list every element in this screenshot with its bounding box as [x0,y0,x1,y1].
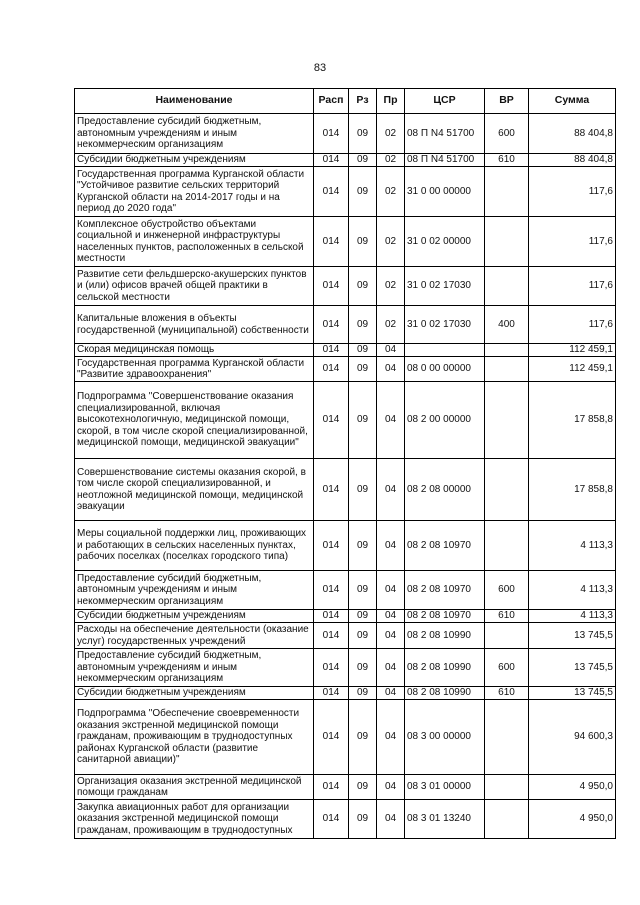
table-row [75,267,616,306]
cell-name: Подпрограмма "Обеспечение своевременности оказания экстренной медицинской помощи гражданам, проживающим в труднодоступных районах Курганской области (развитие санитарной авиации)" [75,700,314,775]
cell-pr: 04 [377,382,405,459]
cell-name: Субсидии бюджетным учреждениям [75,687,314,700]
table-row [75,114,616,154]
cell-rasp: 014 [314,459,349,521]
cell-csr: 08 3 01 00000 [405,775,485,800]
cell-name: Развитие сети фельдшерско-акушерских пунктов и (или) офисов врачей общей практики в сельской местности [75,267,314,306]
cell-rasp: 014 [314,382,349,459]
cell-name: Совершенствование системы оказания скорой, в том числе скорой специализированной, и неотложной медицинской помощи, медицинской эвакуации [75,459,314,521]
cell-csr: 08 П N4 51700 [405,154,485,167]
table-row [75,382,616,459]
cell-vr: 610 [485,154,529,167]
cell-csr: 08 2 08 00000 [405,459,485,521]
col-header-rz: Рз [349,89,377,114]
cell-rz: 09 [349,459,377,521]
cell-rz: 09 [349,267,377,306]
table-row [75,521,616,571]
table-row [75,154,616,167]
cell-sum: 4 950,0 [529,800,616,839]
cell-sum: 117,6 [529,217,616,267]
cell-sum: 117,6 [529,306,616,344]
cell-pr: 04 [377,687,405,700]
page-number: 83 [313,62,327,74]
cell-sum: 4 113,3 [529,571,616,610]
cell-vr [485,217,529,267]
cell-vr: 610 [485,687,529,700]
cell-sum: 94 600,3 [529,700,616,775]
cell-pr: 04 [377,700,405,775]
cell-csr: 08 2 08 10970 [405,521,485,571]
cell-vr: 600 [485,571,529,610]
cell-rasp: 014 [314,800,349,839]
cell-rz: 09 [349,382,377,459]
cell-csr: 08 0 00 00000 [405,357,485,382]
cell-rz: 09 [349,775,377,800]
cell-rasp: 014 [314,571,349,610]
cell-csr: 08 3 01 13240 [405,800,485,839]
cell-rasp: 014 [314,357,349,382]
cell-vr [485,357,529,382]
cell-pr: 04 [377,610,405,623]
col-header-csr: ЦСР [405,89,485,114]
cell-rz: 09 [349,800,377,839]
cell-rz: 09 [349,114,377,154]
table-header-row [75,89,616,114]
cell-csr: 08 2 00 00000 [405,382,485,459]
cell-pr: 02 [377,114,405,154]
cell-csr: 08 П N4 51700 [405,114,485,154]
cell-vr [485,382,529,459]
cell-sum: 13 745,5 [529,649,616,687]
cell-rz: 09 [349,623,377,649]
cell-name: Организация оказания экстренной медицинской помощи гражданам [75,775,314,800]
cell-sum: 117,6 [529,167,616,217]
cell-vr: 600 [485,649,529,687]
cell-vr [485,623,529,649]
table-row [75,800,616,839]
table-body [75,114,616,839]
cell-rz: 09 [349,700,377,775]
cell-rz: 09 [349,649,377,687]
cell-csr: 08 2 08 10970 [405,571,485,610]
cell-name: Расходы на обеспечение деятельности (оказание услуг) государственных учреждений [75,623,314,649]
cell-rasp: 014 [314,687,349,700]
cell-vr [485,267,529,306]
cell-rz: 09 [349,357,377,382]
cell-rasp: 014 [314,775,349,800]
cell-pr: 02 [377,306,405,344]
cell-rz: 09 [349,154,377,167]
cell-name: Предоставление субсидий бюджетным, автономным учреждениям и иным некоммерческим организациям [75,571,314,610]
cell-pr: 04 [377,571,405,610]
cell-vr [485,700,529,775]
cell-sum: 17 858,8 [529,459,616,521]
col-header-rasp: Расп [314,89,349,114]
cell-rz: 09 [349,571,377,610]
cell-vr [485,800,529,839]
cell-rasp: 014 [314,306,349,344]
table-row [75,649,616,687]
cell-rz: 09 [349,344,377,357]
cell-sum: 13 745,5 [529,623,616,649]
cell-rasp: 014 [314,610,349,623]
cell-pr: 04 [377,775,405,800]
cell-rasp: 014 [314,114,349,154]
cell-sum: 13 745,5 [529,687,616,700]
cell-rz: 09 [349,521,377,571]
cell-rasp: 014 [314,267,349,306]
cell-rasp: 014 [314,700,349,775]
cell-csr: 08 2 08 10990 [405,623,485,649]
cell-name: Комплексное обустройство объектами социальной и инженерной инфраструктуры населенных пунктов, расположенных в сельской местности [75,217,314,267]
cell-name: Государственная программа Курганской области "Развитие здравоохранения" [75,357,314,382]
col-header-name: Наименование [75,89,314,114]
cell-csr: 31 0 02 17030 [405,267,485,306]
cell-vr [485,775,529,800]
cell-name: Закупка авиационных работ для организации оказания экстренной медицинской помощи гражданам, проживающим в труднодоступных [75,800,314,839]
cell-rasp: 014 [314,154,349,167]
cell-vr [485,344,529,357]
table-row [75,217,616,267]
table-row [75,167,616,217]
table-row [75,459,616,521]
cell-pr: 02 [377,217,405,267]
cell-rz: 09 [349,687,377,700]
cell-csr: 08 3 00 00000 [405,700,485,775]
cell-pr: 04 [377,344,405,357]
cell-vr [485,459,529,521]
col-header-sum: Сумма [529,89,616,114]
cell-name: Подпрограмма "Совершенствование оказания специализированной, включая высокотехнологичную, медицинской помощи, скорой, в том числе скорой специализированной, медицинской помощи, медицинской эвакуации" [75,382,314,459]
cell-sum: 17 858,8 [529,382,616,459]
cell-sum: 88 404,8 [529,114,616,154]
col-header-pr: Пр [377,89,405,114]
cell-name: Субсидии бюджетным учреждениям [75,610,314,623]
cell-rz: 09 [349,610,377,623]
cell-sum: 4 113,3 [529,610,616,623]
cell-pr: 04 [377,623,405,649]
cell-csr: 31 0 02 17030 [405,306,485,344]
cell-pr: 02 [377,154,405,167]
cell-vr: 610 [485,610,529,623]
cell-rasp: 014 [314,217,349,267]
cell-vr [485,521,529,571]
cell-name: Капитальные вложения в объекты государственной (муниципальной) собственности [75,306,314,344]
cell-rz: 09 [349,167,377,217]
cell-pr: 02 [377,267,405,306]
cell-sum: 88 404,8 [529,154,616,167]
cell-csr: 31 0 00 00000 [405,167,485,217]
cell-sum: 112 459,1 [529,357,616,382]
cell-vr: 400 [485,306,529,344]
cell-vr [485,167,529,217]
table-row [75,306,616,344]
cell-name: Скорая медицинская помощь [75,344,314,357]
cell-sum: 4 950,0 [529,775,616,800]
cell-csr [405,344,485,357]
cell-csr: 31 0 02 00000 [405,217,485,267]
cell-sum: 112 459,1 [529,344,616,357]
cell-vr: 600 [485,114,529,154]
cell-sum: 117,6 [529,267,616,306]
col-header-vr: ВР [485,89,529,114]
cell-name: Предоставление субсидий бюджетным, автономным учреждениям и иным некоммерческим организациям [75,114,314,154]
cell-name: Субсидии бюджетным учреждениям [75,154,314,167]
table-row [75,344,616,357]
cell-name: Предоставление субсидий бюджетным, автономным учреждениям и иным некоммерческим организациям [75,649,314,687]
table-row [75,775,616,800]
cell-pr: 04 [377,800,405,839]
cell-rasp: 014 [314,167,349,217]
cell-rasp: 014 [314,344,349,357]
cell-csr: 08 2 08 10990 [405,687,485,700]
cell-name: Государственная программа Курганской области "Устойчивое развитие сельских территорий Курганской области на 2014-2017 годы и на период до 2020 года" [75,167,314,217]
cell-csr: 08 2 08 10970 [405,610,485,623]
cell-name: Меры социальной поддержки лиц, проживающих и работающих в сельских населенных пунктах, рабочих поселках (поселках городского типа) [75,521,314,571]
cell-pr: 04 [377,649,405,687]
cell-rz: 09 [349,306,377,344]
cell-pr: 04 [377,521,405,571]
cell-pr: 04 [377,357,405,382]
table-row [75,610,616,623]
cell-rasp: 014 [314,649,349,687]
cell-rz: 09 [349,217,377,267]
table-row [75,623,616,649]
cell-pr: 04 [377,459,405,521]
table-row [75,700,616,775]
cell-pr: 02 [377,167,405,217]
table-row [75,571,616,610]
table-row [75,357,616,382]
cell-sum: 4 113,3 [529,521,616,571]
budget-table [74,88,616,839]
table-row [75,687,616,700]
cell-csr: 08 2 08 10990 [405,649,485,687]
cell-rasp: 014 [314,521,349,571]
cell-rasp: 014 [314,623,349,649]
